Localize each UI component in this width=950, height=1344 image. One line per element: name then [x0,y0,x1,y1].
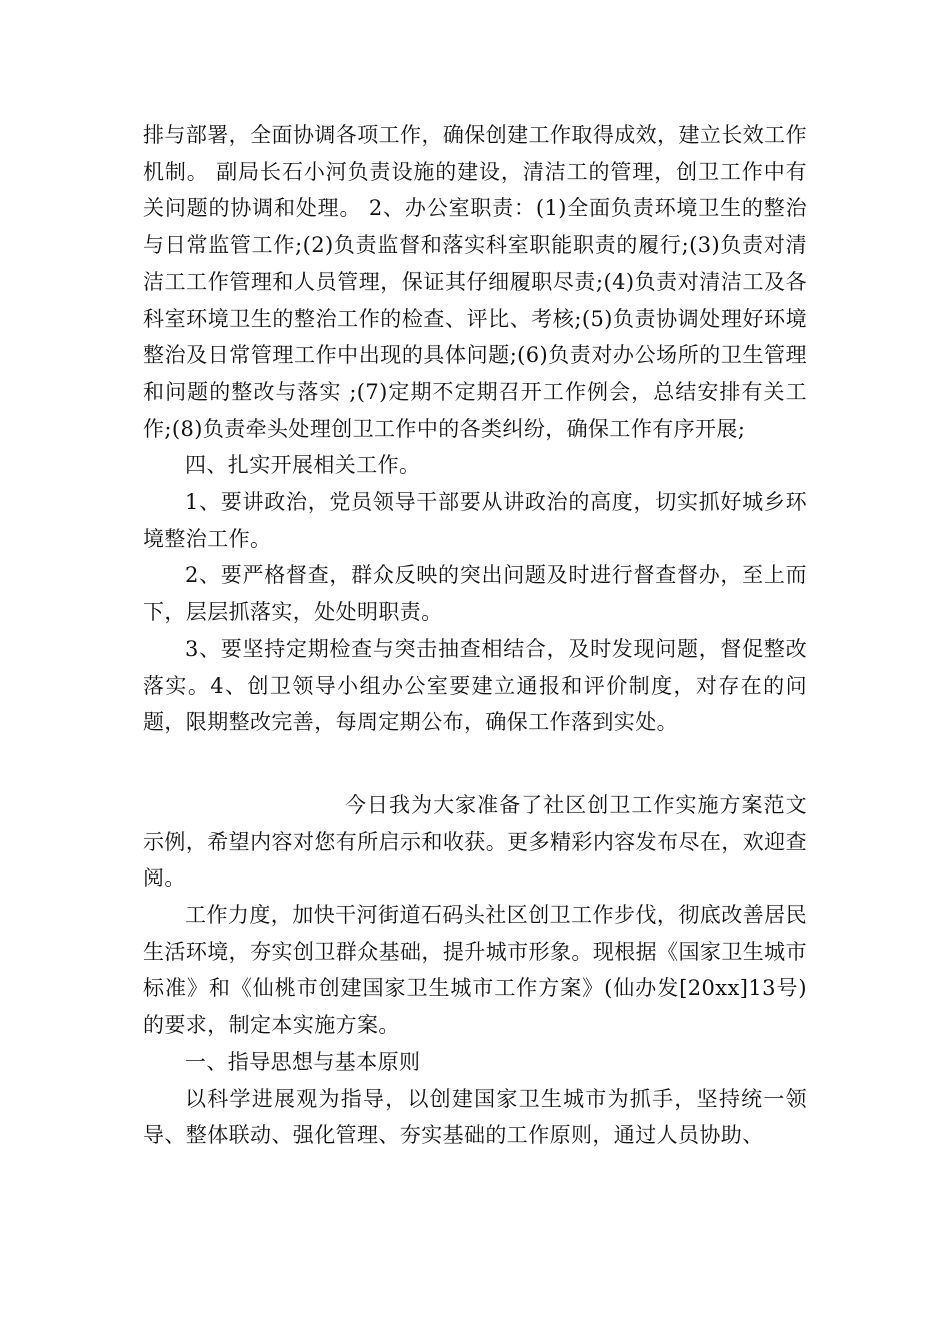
paragraph-duties: 排与部署，全面协调各项工作，确保创建工作取得成效，建立长效工作机制。 副局长石小河负责设施的建设，清洁工的管理，创卫工作中有关问题的协调和处理。 2、办公室职责：(1)全面负责环境卫生的整治与日常监管工作;(2)负责监督和落实科室职能职责的履行;(3)负责对清洁工工作管理和人员管理，保证其仔细履职尽责;(4)负责对清洁工及各科室环境卫生的整治工作的检查、评比、考核;(5)负责协调处理好环境整治及日常管理工作中出现的具体问题;(6)负责对办公场所的卫生管理和问题的整改与落实 ;(7)定期不定期召开工作例会，总结安排有关工作;(8)负责牵头处理创卫工作中的各类纠纷，确保工作有序开展; [143,123,807,441]
paragraph-item-1: 1、要讲政治，党员领导干部要从讲政治的高度，切实抓好城乡环境整治工作。 [143,490,807,551]
paragraph-guiding-principle: 以科学进展观为指导，以创建国家卫生城市为抓手，坚持统一领导、整体联动、强化管理、夯实基础的工作原则，通过人员协助、 [143,1086,807,1148]
heading-section-four: 四、扎实开展相关工作。 [185,453,421,478]
paragraph-item-2: 2、要严格督查，群众反映的突出问题及时进行督查督办，至上而下，层层抓落实，处处明职责。 [143,563,807,625]
section-spacer [143,741,807,787]
paragraph-intro: 今日我为大家准备了社区创卫工作实施方案范文示例，希望内容对您有所启示和收获。更多精彩内容发布尽在，欢迎查阅。 [143,792,807,891]
document-page [143,117,807,1154]
paragraph-purpose: 工作力度，加快干河街道石码头社区创卫工作步伐，彻底改善居民生活环境，夯实创卫群众基础，提升城市形象。现根据《国家卫生城市标准》和《仙桃市创建国家卫生城市工作方案》(仙办发[20xx]13号)的要求，制定本实施方案。 [143,903,807,1038]
heading-section-one: 一、指导思想与基本原则 [185,1049,421,1074]
paragraph-item-3-4: 3、要坚持定期检查与突击抽查相结合，及时发现问题，督促整改落实。4、创卫领导小组办公室要建立通报和评价制度，对存在的问题，限期整改完善，每周定期公布，确保工作落到实处。 [143,636,807,735]
